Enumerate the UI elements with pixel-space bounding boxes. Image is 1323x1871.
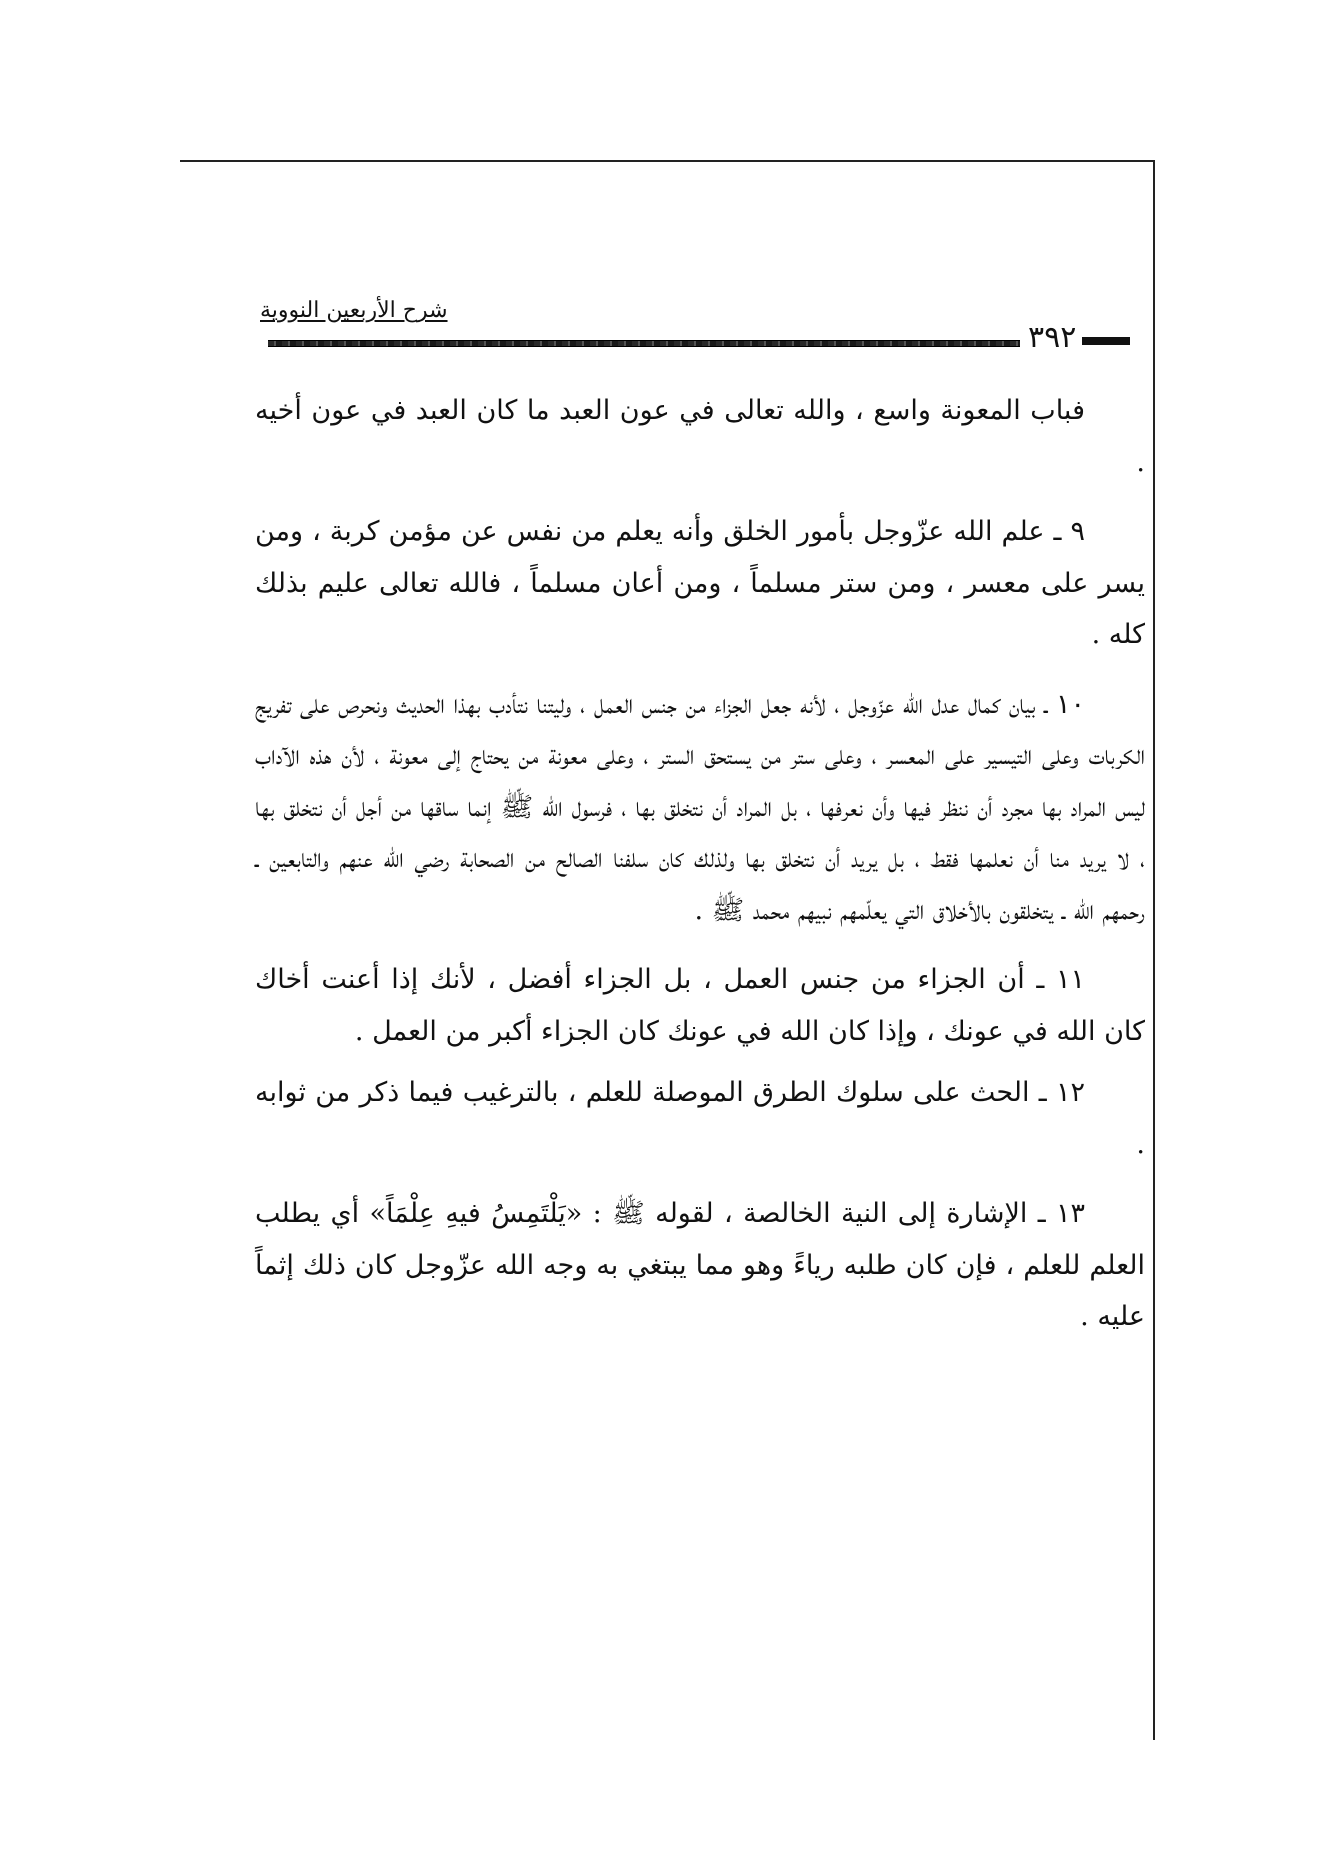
header-rule [268, 340, 1020, 347]
running-title: شرح الأربعين النووية [260, 298, 448, 323]
paragraph-point-13: ١٣ ـ الإشارة إلى النية الخالصة ، لقوله ﷺ : «يَلْتَمِسُ فيهِ عِلْمَاً» أي يطلب العلم للعلم ، فإن كان طلبه رياءً وهو مما يبتغي به وجه الله عزّوجل كان ذلك إثماً عليه . [255, 1198, 1145, 1332]
paragraph-point-12: ١٢ ـ الحث على سلوك الطرق الموصلة للعلم ، بالترغيب فيما ذكر من ثوابه . [255, 1077, 1145, 1160]
paragraph-intro: فباب المعونة واسع ، والله تعالى في عون العبد ما كان العبد في عون أخيه . [255, 395, 1145, 478]
page-number: ٣٩٢ [1028, 320, 1077, 355]
paragraph-point-10: ١٠ ـ بيان كمال عدل الله عزّوجل ، لأنه جعل الجزاء من جنس العمل ، وليتنا نتأدب بهذا الحديث ونحرص على تفريج الكربات وعلى التيسير على المعسر ، وعلى ستر من يستحق الستر ، وعلى معونة من يحتاج إلى معونة ، لأن هذه الآداب ليس المراد بها مجرد أن ننظر فيها وأن نعرفها ، بل المراد أن نتخلق بها ، فرسول الله ﷺ إنما ساقها من أجل أن نتخلق بها ، لا يريد منا أن نعلمها فقط ، بل يريد أن نتخلق بها ولذلك كان سلفنا الصالح من الصحابة رضي الله عنهم والتابعين ـ رحمهم الله ـ يتخلقون بالأخلاق التي يعلّمهم نبيهم محمد ﷺ . [255, 688, 1145, 926]
page-number-bar [1082, 337, 1130, 345]
page-frame-top-border [180, 160, 1155, 162]
paragraph-point-11: ١١ ـ أن الجزاء من جنس العمل ، بل الجزاء أفضل ، لأنك إذا أعنت أخاك كان الله في عونك ، وإذا كان الله في عونك كان الجزاء أكبر من العمل . [255, 964, 1145, 1047]
page-body [255, 385, 1145, 1361]
page-frame-right-border [1153, 160, 1155, 1740]
paragraph-point-9: ٩ ـ علم الله عزّوجل بأمور الخلق وأنه يعلم من نفس عن مؤمن كربة ، ومن يسر على معسر ، ومن ستر مسلماً ، ومن أعان مسلماً ، فالله تعالى عليم بذلك كله . [255, 516, 1145, 650]
